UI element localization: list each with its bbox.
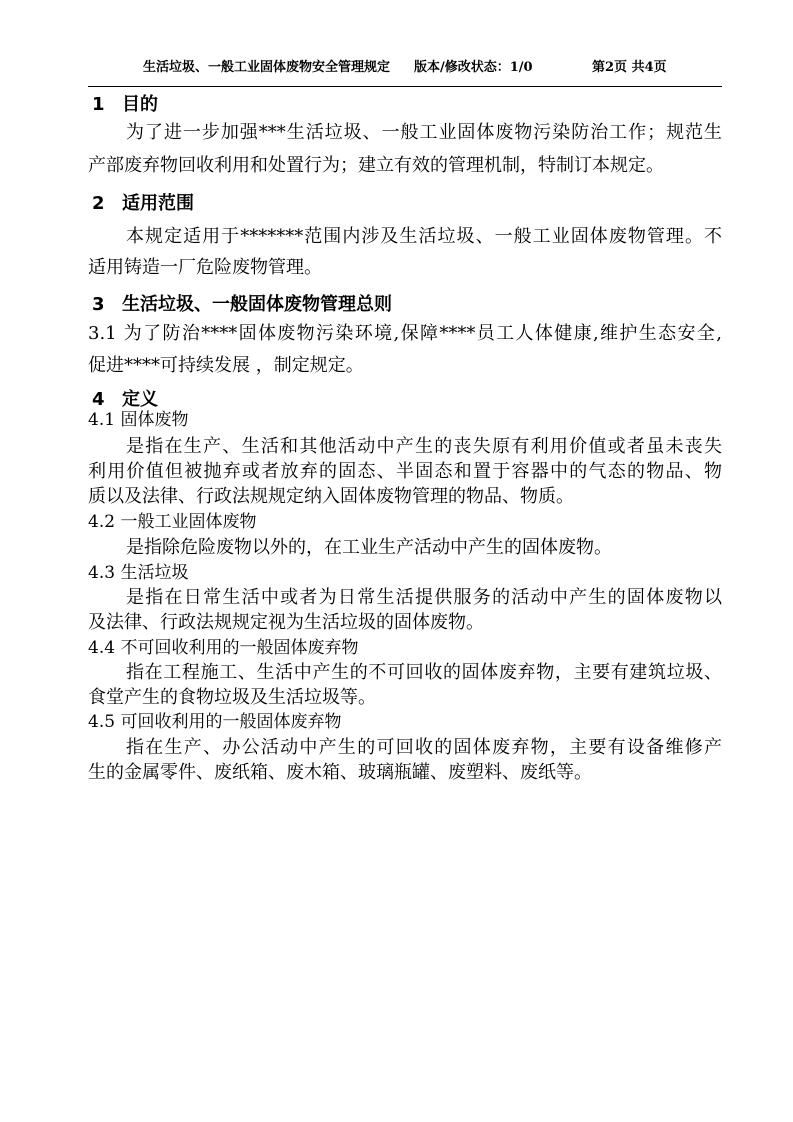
paragraph-line: 质以及法律、行政法规规定纳入固体废物管理的物品、物质。 [88,486,574,507]
paragraph-line: 适用铸造一厂危险废物管理。 [88,257,322,278]
paragraph-line: 为了进一步加强***生活垃圾、一般工业固体废物污染防治工作；规范生 [126,122,722,143]
header-page-number: 第2页 共4页 [592,60,667,75]
paragraph-line: 指在工程施工、生活中产生的不可回收的固体废弃物，主要有建筑垃圾、 [126,662,722,683]
section-heading-3 [92,290,392,316]
header-version: 版本/修改状态：1/0 [414,60,533,75]
paragraph-line: 指在生产、办公活动中产生的可回收的固体废弃物，主要有设备维修产 [126,737,722,758]
paragraph-line: 3.1 为了防治****固体废物污染环境,保障****员工人体健康,维护生态安全, [88,323,722,344]
subsection-title: 4.4 不可回收利用的一般固体废弃物 [88,638,359,658]
section-number: 3 [92,294,105,315]
subsection-title: 4.1 固体废物 [88,410,189,430]
subsection-title: 4.5 可回收利用的一般固体废弃物 [88,712,342,732]
paragraph-line: 是指除危险废物以外的，在工业生产活动中产生的固体废物。 [126,537,612,558]
paragraph-line: 本规定适用于*******范围内涉及生活垃圾、一般工业固体废物管理。不 [126,226,722,247]
paragraph-line: 食堂产生的食物垃圾及生活垃圾等。 [88,687,376,708]
paragraph-line: 及法律、行政法规规定视为生活垃圾的固体废物。 [88,612,484,633]
subsection-title: 4.3 生活垃圾 [88,563,189,583]
header-divider [88,86,722,87]
section-number: 2 [92,193,105,214]
section-heading-1 [92,90,158,116]
paragraph-line: 是指在生产、生活和其他活动中产生的丧失原有利用价值或者虽未丧失 [126,436,722,457]
section-number: 4 [92,389,105,410]
section-number: 1 [92,94,105,115]
paragraph-line: 生的金属零件、废纸箱、废木箱、玻璃瓶罐、废塑料、废纸等。 [88,762,592,783]
section-title: 生活垃圾、一般固体废物管理总则 [122,294,392,315]
section-heading-4 [92,385,158,411]
paragraph-line: 利用价值但被抛弃或者放弃的固态、半固态和置于容器中的气态的物品、物 [88,461,722,482]
section-heading-2 [92,189,194,215]
section-title: 适用范围 [122,193,194,214]
paragraph-line: 是指在日常生活中或者为日常生活提供服务的活动中产生的固体废物以 [126,587,722,608]
paragraph-line: 产部废弃物回收利用和处置行为；建立有效的管理机制，特制订本规定。 [88,155,664,176]
paragraph-line: 促进****可持续发展 ，制定规定。 [88,355,364,376]
section-title: 定义 [122,389,158,410]
header-doc-title: 生活垃圾、一般工业固体废物安全管理规定 [143,60,391,75]
section-title: 目的 [122,94,158,115]
subsection-title: 4.2 一般工业固体废物 [88,512,257,532]
